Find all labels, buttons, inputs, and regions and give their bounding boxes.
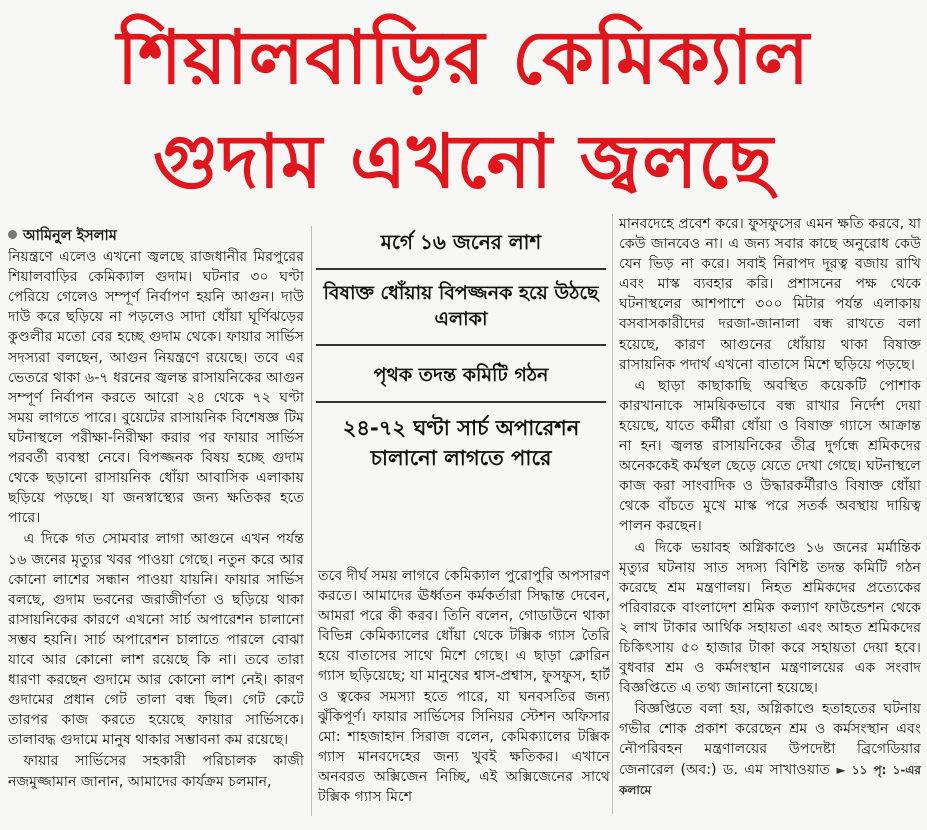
- paragraph: মানবদেহে প্রবেশ করে। ফুসফুসের এমন ক্ষতি করবে, যা কেউ জানবেও না। এ জন্য সবার কাছে অনুরোধ কেউ যেন ভিড় না করে। সবাই নিরাপদ দূরত্ব বজায় রাখি এবং মাস্ক ব্যবহার করি। প্রশাসনের পক্ষ থেকে ঘটনাস্থলের আশপাশে ৩০০ মিটার পর্যন্ত এলাকায় বসবাসকারীদের দরজা-জানালা বন্ধ রাখতে বলা হয়েছে, কারণ আগুনের ধোঁয়ায় থাকা বিষাক্ত রাসায়নিক পদার্থ এখনো বাতাসে মিশে ছড়িয়ে পড়ছে।: [619, 216, 921, 373]
- column-divider: [311, 226, 312, 816]
- article-column-3: [619, 214, 921, 812]
- paragraph: নিয়ন্ত্রণে এলেও এখনো জ্বলছে রাজধানীর মিরপুরের শিয়ালবাড়ির কেমিক্যাল গুদাম। ঘটনার ৩০ ঘণ্টা পেরিয়ে গেলেও সম্পূর্ণ নির্বাপণ হয়নি আগুন। দাউ দাউ করে ছড়িয়ে না পড়লেও সাদা ধোঁয়া ঘূর্ণিঝড়ের কুণ্ডলীর মতো বের হচ্ছে গুদাম থেকে। ফায়ার সার্ভিস সদস্যরা বলছেন, আগুন নিয়ন্ত্রণে রয়েছে। তবে এর ভেতরে থাকা ৬-৭ ধরনের জ্বলন্ত রাসায়নিকের আগুন সম্পূর্ণ নির্বাপন করতে আরো ২৪ থেকে ৭২ ঘণ্টা সময় লাগতে পারে। বুয়েটের রাসায়নিক বিশেষজ্ঞ টিম ঘটনাস্থলে পরীক্ষা-নিরীক্ষা করার পর ফায়ার সার্ভিস পরবর্তী ব্যবস্থা নেবে। বিপজ্জনক বিষয় হচ্ছে গুদাম থেকে ছড়ানো রাসায়নিক ধোঁয়া আবাসিক এলাকায় ছড়িয়ে পড়ছে। যা জনস্বাস্থ্যের জন্য ক্ষতিকর হতে পারে।: [8, 249, 304, 527]
- paragraph: [619, 699, 921, 799]
- jump-link[interactable]: ► ১১ পৃ: ১-এর কলামে: [619, 762, 921, 797]
- highlight-box: বিষাক্ত ধোঁয়ায় বিপজ্জনক হয়ে উঠছে এলাকা: [316, 270, 606, 346]
- article-column-1: [8, 226, 304, 826]
- paragraph: তবে দীর্ঘ সময় লাগবে কেমিক্যাল পুরোপুরি অপসারণ করতে। আমাদের ঊর্ধ্বতন কর্মকর্তারা সিদ্ধান্ত দেবেন, আমরা পরে কী করব। তিনি বলেন, গোডাউনে থাকা বিভিন্ন কেমিক্যালের ধোঁয়া থেকে টক্সিক গ্যাস তৈরি হয়ে বাতাসের সাথে মিশে গেছে। এ ছাড়া ক্লোরিন গ্যাস ছড়িয়েছে; যা মানুষের শ্বাস-প্রশ্বাস, ফুসফুস, হার্ট ও ত্বকের সমস্যা হতে পারে, যা ঘনবসতির জন্য ঝুঁকিপূর্ণ। ফায়ার সার্ভিসের সিনিয়র স্টেশন অফিসার মো: শাহজাহান সিরাজ বলেন, কেমিক্যালের টক্সিক গ্যাস মানবদেহের জন্য খুবই ক্ষতিকর। এখানে অনবরত অক্সিজেন নিচ্ছি, এই অক্সিজেনের সাথে টক্সিক গ্যাস মিশে: [318, 568, 610, 806]
- paragraph: এ দিকে গত সোমবার লাগা আগুনে এখন পর্যন্ত ১৬ জনের মৃত্যুর খবর পাওয়া গেছে। নতুন করে আর কোনো লাশের সন্ধান পাওয়া যায়নি। ফায়ার সার্ভিস বলছে, গুদাম ভবনের জরাজীর্ণতা ও ছড়িয়ে থাকা রাসায়নিকের কারণে এখনো সার্চ অপারেশন চালানো সম্ভব হয়নি। সার্চ অপারেশন চালাতে পারলে বোঝা যাবে আর কোনো লাশ রয়েছে কি না। তবে তারা ধারণা করছেন গুদামে আর কোনো লাশ নেই। কারণ গুদামের প্রধান গেট তালা বন্ধ ছিল। গেট কেটে তারপর কাজ করতে হয়েছে ফায়ার সার্ভিসকে। তালাবদ্ধ গুদামে মানুষ থাকার সম্ভাবনা কম রয়েছে।: [8, 531, 304, 749]
- paragraph: এ দিকে ভয়াবহ অগ্নিকাণ্ডে ১৬ জনের মর্মান্তিক মৃত্যুর ঘটনায় সাত সদস্য বিশিষ্ট তদন্ত কমিটি গঠন করেছে শ্রম মন্ত্রণালয়। নিহত শ্রমিকদের প্রত্যেকের পরিবারকে বাংলাদেশ শ্রমিক কল্যাণ ফাউন্ডেশন থেকে ২ লাখ টাকার আর্থিক সহায়তা এবং আহত শ্রমিকদের চিকিৎসায় ৫০ হাজার টাকা করে সহায়তা দেয়া হবে। বুধবার শ্রম ও কর্মসংস্থান মন্ত্রণালয়ের এক সংবাদ বিজ্ঞপ্তিতে এ তথ্য জানানো হয়েছে।: [619, 539, 921, 697]
- bullet-icon: [8, 230, 17, 239]
- paragraph: ফায়ার সার্ভিসের সহকারী পরিচালক কাজী নজমুজ্জামান জানান, আমাদের কার্যক্রম চলমান,: [8, 753, 304, 790]
- paragraph-text: বিজ্ঞপ্তিতে বলা হয়, অগ্নিকাণ্ডে হতাহতের ঘটনায় গভীর শোক প্রকাশ করেছেন শ্রম ও কর্মসংস্থান এবং নৌপরিবহন মন্ত্রণালয়ের উপদেষ্টা ব্রিগেডিয়ার জেনারেল (অব:) ড. এম সাখাওয়াত: [619, 701, 921, 778]
- highlight-box: ২৪-৭২ ঘণ্টা সার্চ অপারেশন চালানো লাগতে পারে: [342, 416, 580, 470]
- headline: [0, 6, 927, 214]
- highlight-box: পৃথক তদন্ত কমিটি গঠন: [316, 346, 606, 403]
- byline-name: আমিনুল ইসলাম: [23, 228, 117, 244]
- headline-line-2: গুদাম এখনো জ্বলছে: [153, 119, 774, 205]
- headline-line-1: শিয়ালবাড়ির কেমিক্যাল: [116, 15, 811, 101]
- column-divider: [612, 214, 613, 814]
- paragraph: এ ছাড়া কাছাকাছি অবস্থিত কয়েকটি পোশাক কারখানাকে সাময়িকভাবে বন্ধ রাখার নির্দেশ দেয়া হয়েছে, যাতে কর্মীরা ধোঁয়া ও বিষাক্ত গ্যাসে আক্রান্ত না হন। জ্বলন্ত রাসায়নিকের তীব্র দুর্গন্ধে শ্রমিকদের অনেককেই কর্মস্থল ছেড়ে যেতে দেখা গেছে। ঘটনাস্থলে কাজ করা সাংবাদিক ও উদ্ধারকর্মীরাও বিষাক্ত ধোঁয়া থেকে বাঁচতে মুখে মাস্ক পরে সতর্ক অবস্থায় দায়িত্ব পালন করছেন।: [619, 377, 921, 535]
- highlights-panel: [316, 214, 606, 515]
- highlight-box: মর্গে ১৬ জনের লাশ: [316, 214, 606, 270]
- jump-label: ১১ পৃ: ১-এর কলামে: [619, 762, 921, 797]
- byline: [8, 226, 304, 246]
- article-column-2: [318, 566, 610, 812]
